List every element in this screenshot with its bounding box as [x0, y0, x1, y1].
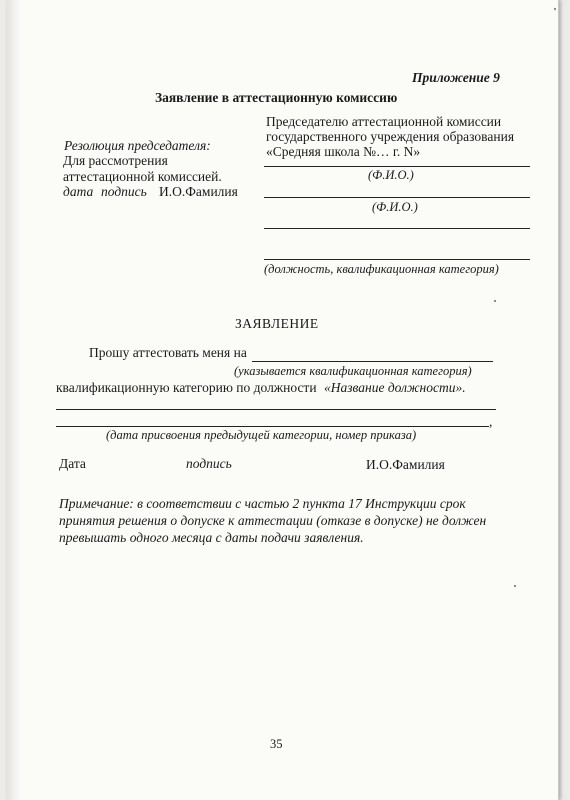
blank-line: [264, 228, 530, 229]
previous-line-1: [56, 409, 496, 410]
addressee-line-3: «Средняя школа №… г. N»: [266, 144, 421, 159]
position-caption: (должность, квалификационная категория): [264, 262, 499, 276]
signature-name: И.О.Фамилия: [366, 457, 445, 472]
fio-caption-1: (Ф.И.О.): [368, 168, 414, 182]
scan-shadow-left: [6, 0, 20, 800]
note-line-2: принятия решения о допуске к аттестации (отказе в допуске) не должен: [59, 513, 487, 528]
resolution-line-1: Для рассмотрения: [63, 153, 168, 168]
category-line: [252, 361, 493, 362]
fio-line-2: [264, 197, 530, 198]
page-number: 35: [270, 737, 283, 751]
signature-sign: подпись: [186, 456, 232, 471]
resolution-sign-label: подпись: [101, 184, 147, 199]
document-heading: Заявление в аттестационную комиссию: [155, 90, 398, 105]
signature-date: Дата: [59, 456, 86, 471]
scan-speck: [514, 585, 516, 587]
appendix-label: Приложение 9: [412, 70, 500, 85]
scan-speck: [554, 8, 556, 10]
previous-caption: (дата присвоения предыдущей категории, номер приказа): [106, 428, 417, 442]
fio-caption-2: (Ф.И.О.): [372, 200, 418, 214]
statement-title: ЗАЯВЛЕНИЕ: [235, 316, 319, 331]
scan-speck: [494, 300, 496, 302]
line-comma: ,: [489, 414, 493, 429]
document-page: [6, 0, 559, 800]
previous-line-2: [56, 426, 489, 427]
position-name: «Название должности».: [324, 380, 466, 395]
body-line-2-prefix: квалификационную категорию по должности: [56, 380, 317, 395]
addressee-line-2: государственного учреждения образования: [266, 129, 515, 144]
note-line-1: Примечание: в соответствии с частью 2 пункта 17 Инструкции срок: [59, 496, 466, 511]
request-text: Прошу аттестовать меня на: [89, 345, 247, 360]
category-caption: (указывается квалификационная категория): [234, 364, 472, 378]
resolution-name: И.О.Фамилия: [159, 184, 238, 199]
resolution-title: Резолюция председателя:: [64, 138, 211, 153]
fio-line-1: [264, 166, 530, 167]
position-line: [264, 259, 530, 260]
note-line-3: превышать одного месяца с даты подачи заявления.: [59, 530, 364, 545]
addressee-line-1: Председателю аттестационной комиссии: [266, 114, 502, 129]
resolution-line-2: аттестационной комиссией.: [63, 169, 222, 184]
resolution-date-label: дата: [63, 184, 94, 199]
